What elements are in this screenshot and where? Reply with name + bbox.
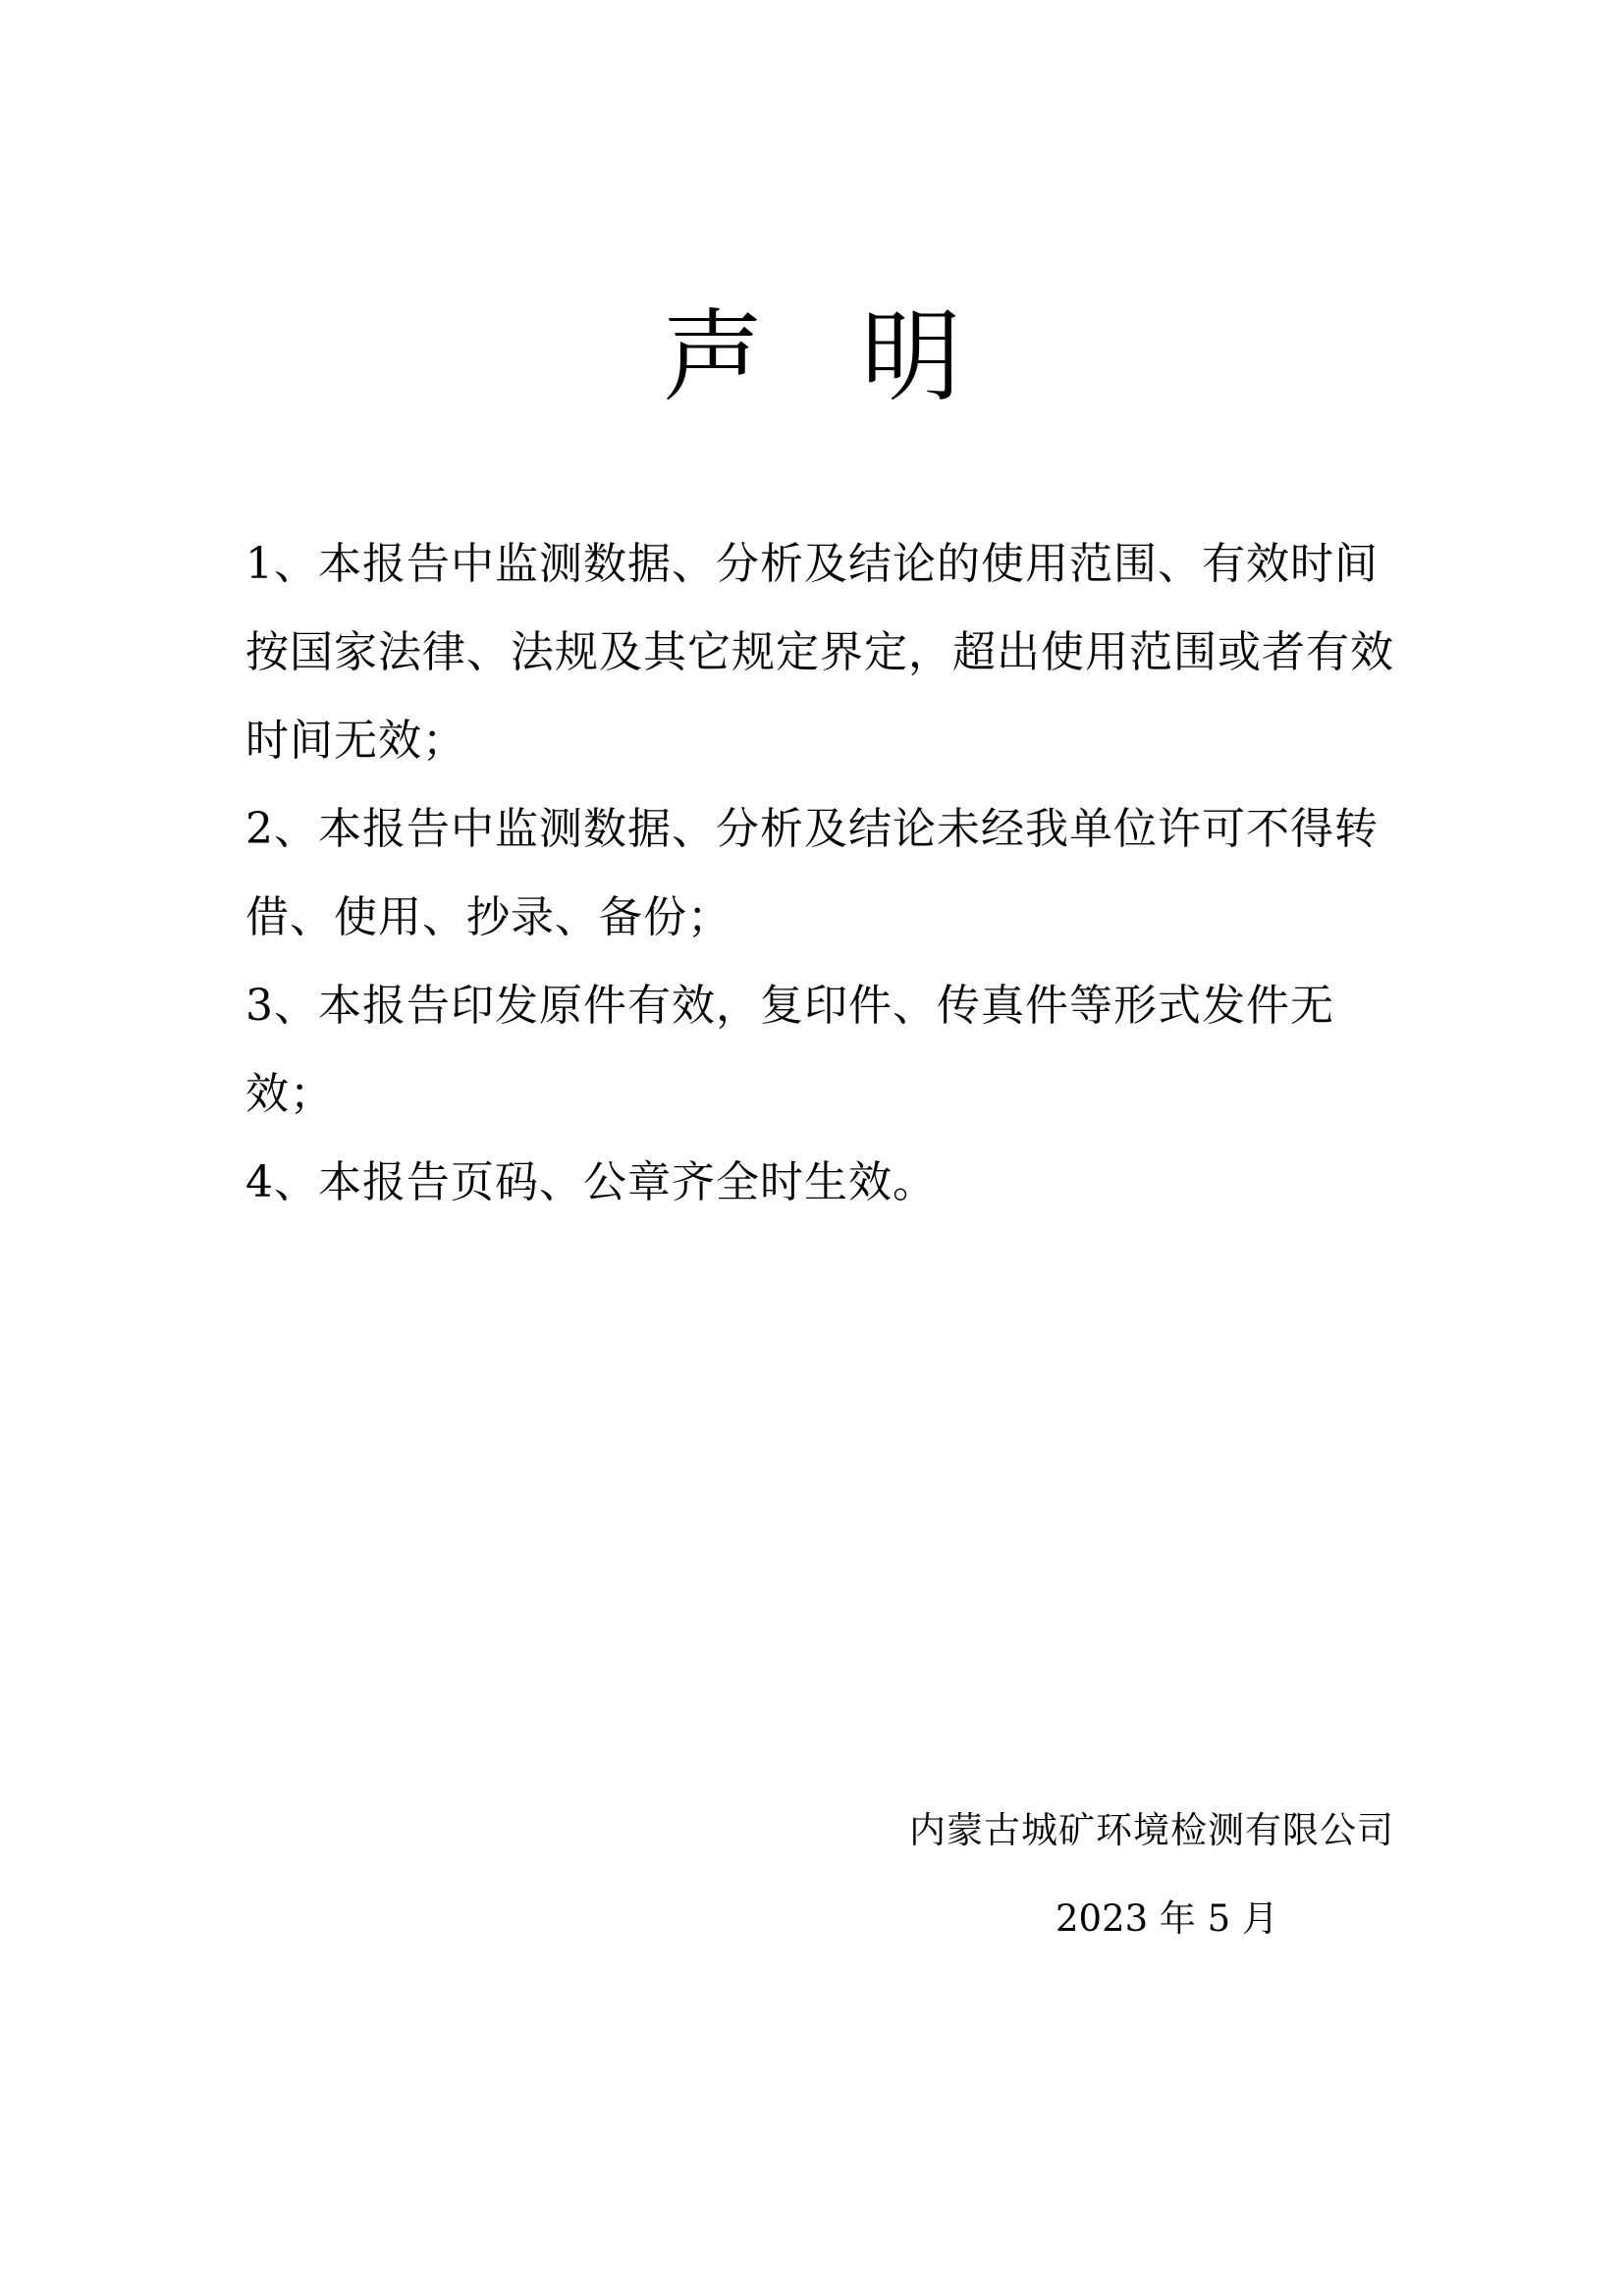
signoff-block [0, 1787, 1394, 1940]
statement-item-1: 1、本报告中监测数据、分析及结论的使用范围、有效时间按国家法律、法规及其它规定界定，超出使用范围或者有效时间无效； [245, 539, 1394, 766]
issue-date: 2023 年 5 月 [1056, 1897, 1278, 1940]
statement-item-2: 2、本报告中监测数据、分析及结论未经我单位许可不得转借、使用、抄录、备份； [245, 804, 1379, 942]
statement-list [245, 520, 1394, 1227]
company-name: 内蒙古城矿环境检测有限公司 [909, 1809, 1394, 1851]
statement-item-3: 3、本报告印发原件有效，复印件、传真件等形式发件无效； [245, 981, 1334, 1119]
statement-item-4: 4、本报告页码、公章齐全时生效。 [245, 1157, 937, 1207]
page-title: 声明 [663, 299, 1059, 416]
